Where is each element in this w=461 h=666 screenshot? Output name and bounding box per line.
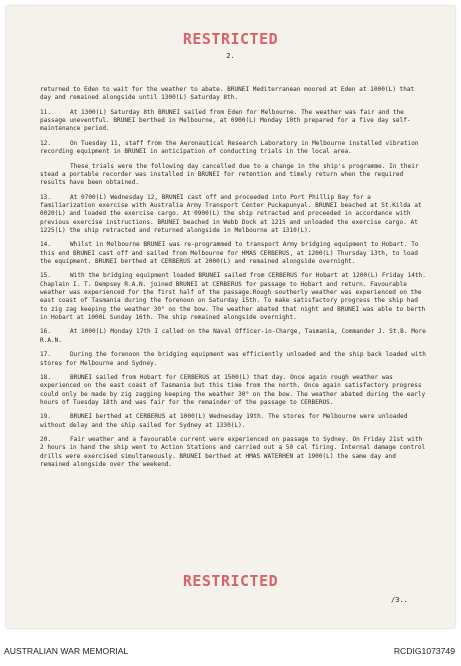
- paragraph-number: 17.: [40, 351, 52, 359]
- paragraph-number: 13.: [40, 193, 52, 201]
- page-number: 2.: [226, 52, 235, 60]
- restricted-stamp-top: RESTRICTED: [182, 30, 279, 48]
- paragraph: [40, 86, 428, 103]
- paragraph: [40, 163, 428, 188]
- paragraph: [40, 109, 428, 134]
- archive-caption-bar: [0, 636, 461, 666]
- paragraph: [40, 328, 428, 345]
- paragraph-text: These trials were the following day cancelled due to a change in the ship's programme. In their stead a portable recorder was installed in BRUNEI for retention and timely return when the required results have been obtained.: [40, 162, 419, 187]
- paragraph-text: At 1300(L) Saturday 8th BRUNEI sailed from Eden for Melbourne. The weather was fair and the passage uneventful. BRUNEI berthed in Melbourne, at 0900(L) Monday 10th prepared for a five day self-maintenance period.: [40, 108, 411, 133]
- paragraph-text: On Tuesday 11, staff from the Aeronautical Research Laboratory in Melbourne installed vibration recording equipment in BRUNEI in anticipation of conducting trials in the local area.: [40, 139, 419, 156]
- paragraph-number: 16.: [40, 328, 52, 336]
- report-body: [40, 86, 428, 476]
- paragraph-text: BRUNEI sailed from Hobart for CERBERUS at 1500(L) that day. Once again rough weather was experienced on the east coast of Tasmania but this time from the north. Once again satisfactory progress could only be made by zig zagging keeping the weather 30° on the bow. The weather abated during the early hours of Tuesday 18th and was fair for the remainder of the passage to CERBERUS.: [40, 374, 426, 406]
- paragraph: [40, 140, 428, 157]
- paragraph-text: With the bridging equipment loaded BRUNEI sailed from CERBERUS for Hobart at 1200(L) Friday 14th. Chaplain I. T. Dempsey R.A.N. joined BRUNEI at CERBERUS for passage to Hobart and return. Favourable weather was experienced for the first half of the passage.Rough southerly weather was experienced on the east coast of Tasmania during the forenoon on Saturday 15th. To make satisfactory progress the ship had to zig zag keeping the weather 30° on the bow. The weather abated that night and BRUNEI was able to berth in Hobart at 1000L Sunday 16th. The ship remained alongside overnight.: [40, 272, 426, 321]
- paragraph-text: During the forenoon the bridging equipment was efficiently unloaded and the ship back loaded with stores for Melbourne and Sydney.: [40, 351, 426, 367]
- paragraph-text: At 1000(L) Monday 17th I called on the Naval Officer-in-Charge, Tasmania, Commander J. St.B. More R.A.N.: [40, 328, 426, 344]
- paragraph: [40, 241, 428, 266]
- paragraph-number: 15.: [40, 272, 52, 280]
- paragraph: [40, 374, 428, 407]
- paragraph-number: 14.: [40, 241, 52, 249]
- paragraph-number: 20.: [40, 436, 52, 444]
- paragraph-text: Whilst in Melbourne BRUNEI was re-programmed to transport Army bridging equipment to Hobart. To this end BRUNEI cast off and sailed from Melbourne for HMAS CERBERUS, at 1200(L) Thursday 13th, to load the equipment. BRUNEI berthed at CERBERUS at 2000(L) and remained alongside overnight.: [40, 241, 419, 265]
- paragraph: [40, 272, 428, 322]
- paragraph-text: Fair weather and a favourable current were experienced on passage to Sydney. On Friday 21st with 2 hours in hand the ship went to Action Stations and carried out a 50 cal firing. Internal damage control drills were exercised simultaneously. BRUNEI berthed at HMAS WATERHEN at 1900(L) the same day and remained alongside over the weekend.: [40, 436, 426, 469]
- paragraph-number: 12.: [40, 139, 52, 147]
- paragraph: [40, 413, 428, 430]
- document-page: [6, 6, 455, 628]
- record-id: RCDIG1073749: [393, 646, 455, 656]
- paragraph: [40, 351, 428, 368]
- archive-name: AUSTRALIAN WAR MEMORIAL: [4, 646, 129, 656]
- paragraph-number: 11.: [40, 108, 52, 116]
- paragraph: [40, 194, 428, 235]
- paragraph: [40, 436, 428, 469]
- next-page-marker: /3..: [391, 596, 408, 604]
- paragraph-text: BRUNEI berthed at CERBERUS at 1000(L) Wednesday 19th. The stores for Melbourne were unloaded without delay and the ship sailed for Sydney at 1330(L).: [40, 413, 408, 429]
- paragraph-text: returned to Eden to wait for the weather to abate. BRUNEI Mediterranean moored at Eden at 1000(L) that day and remained alongside until 1300(L) Saturday 8th.: [40, 86, 415, 102]
- paragraph-number: 19.: [40, 413, 52, 421]
- paragraph-text: At 0700(L) Wednesday 12, BRUNEI cast off and proceeded into Port Phillip Bay for a familiarization exercise with Australia Army Transport Center Puckapunyal. BRUNEI beached at St.Kilda at 0020(L) and loaded the exercise cargo. At 0900(L) the ship retracted and proceeded in accordance with previous exercise instructions. BRUNEI beached in Webb Dock at 1215 and unloaded the exercise cargo. At 1225(L) the ship retracted and returned alongside in Melbourne at 1310(L).: [40, 193, 422, 234]
- paragraph-number: 18.: [40, 374, 52, 381]
- restricted-stamp-bottom: RESTRICTED: [182, 572, 279, 590]
